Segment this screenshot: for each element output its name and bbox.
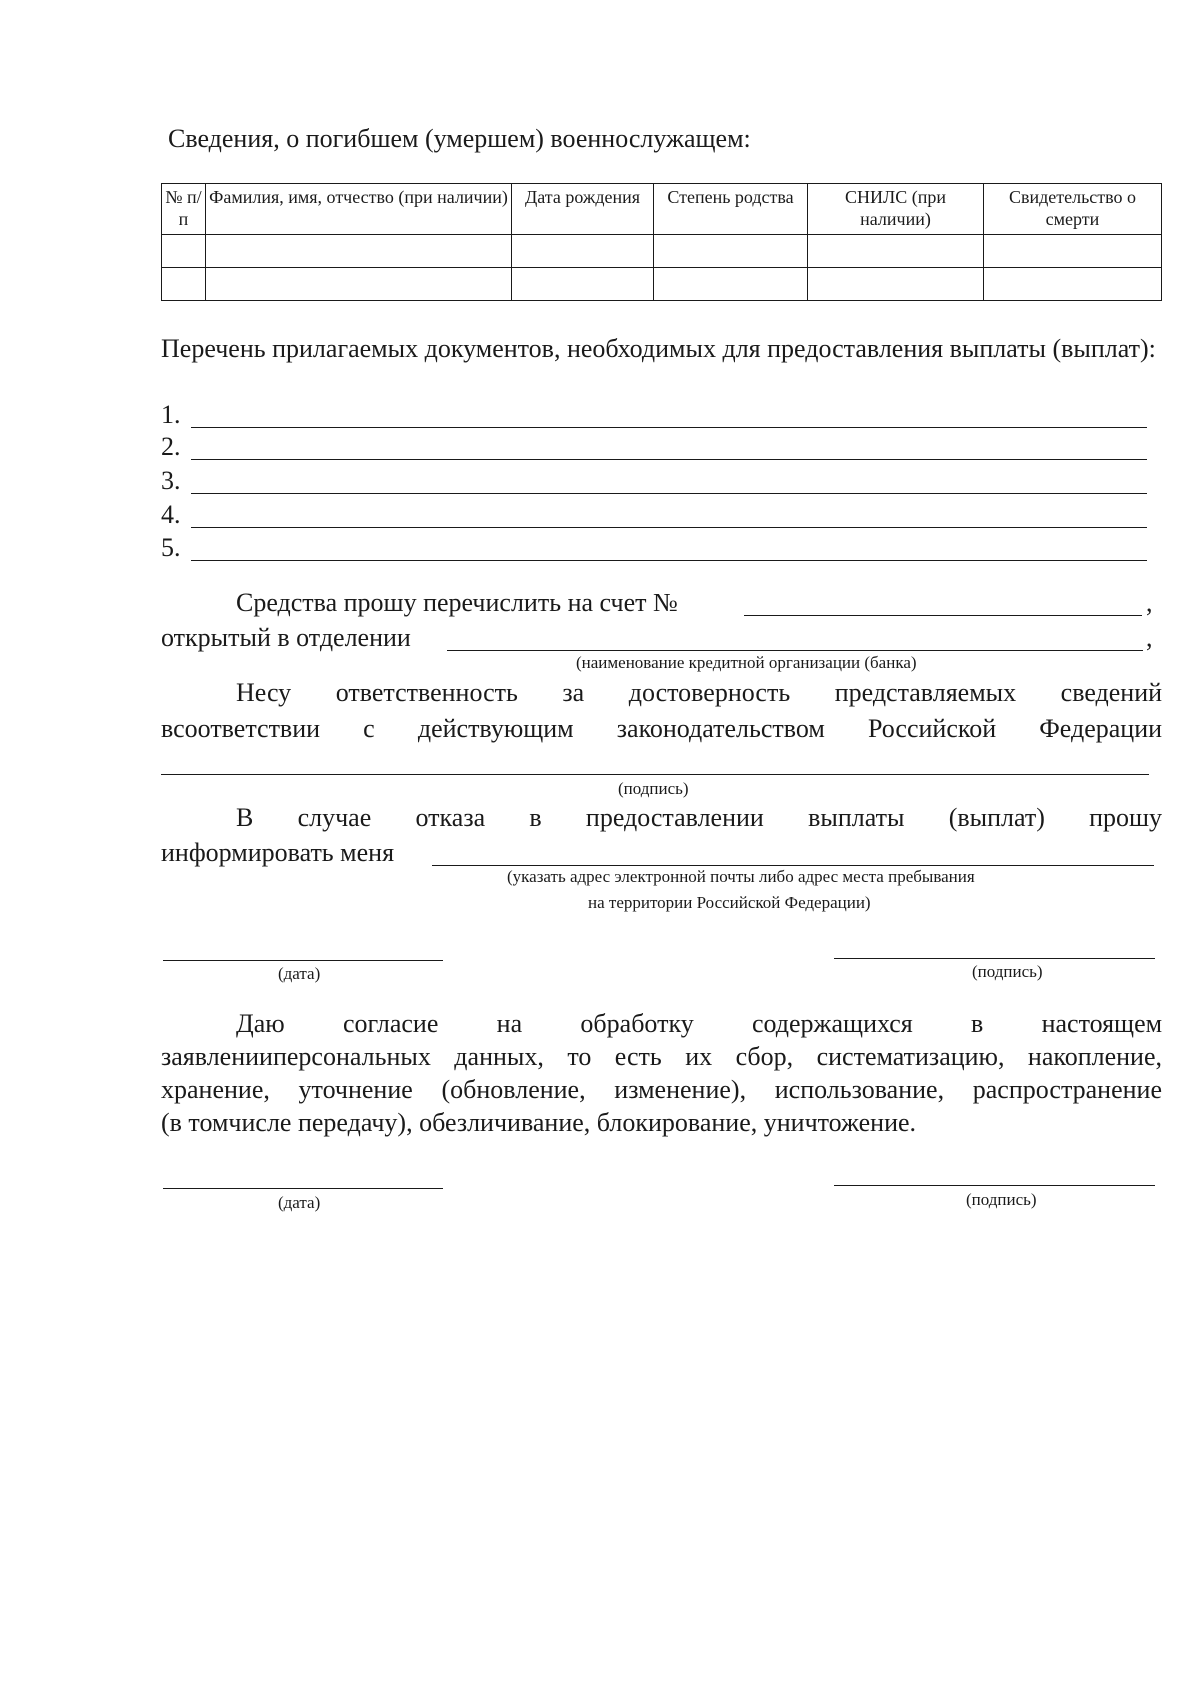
- table-row: [162, 235, 1162, 268]
- address-caption-1: (указать адрес электронной почты либо адрес места пребывания: [507, 867, 975, 886]
- document-item-line[interactable]: [191, 427, 1147, 428]
- notification-address-line[interactable]: [432, 865, 1154, 866]
- refusal-line-2: информировать меня: [161, 838, 395, 867]
- consent-line-3: хранение, уточнение (обновление, изменение), использование, распространение: [161, 1075, 1162, 1104]
- branch-line-label: открытый в отделении: [161, 623, 411, 652]
- document-item-line[interactable]: [191, 459, 1147, 460]
- col-header-kinship: Степень родства: [654, 184, 808, 235]
- document-item-number: 3.: [161, 466, 181, 495]
- table-header-row: [162, 184, 1162, 235]
- signature-line[interactable]: [834, 1185, 1155, 1186]
- date-line[interactable]: [163, 960, 443, 961]
- bank-caption: (наименование кредитной организации (банка): [576, 653, 917, 672]
- table-cell[interactable]: [654, 235, 808, 268]
- signature-caption: (подпись): [972, 962, 1043, 981]
- table-cell[interactable]: [984, 235, 1162, 268]
- signature-line[interactable]: [834, 958, 1155, 959]
- account-comma: ,: [1146, 588, 1153, 617]
- table-cell[interactable]: [206, 235, 512, 268]
- document-item-number: 1.: [161, 400, 181, 429]
- address-caption-2: на территории Российской Федерации): [588, 893, 871, 912]
- document-item-number: 4.: [161, 500, 181, 529]
- table-cell[interactable]: [654, 268, 808, 301]
- col-header-birth-date: Дата рождения: [512, 184, 654, 235]
- table-cell[interactable]: [808, 268, 984, 301]
- document-item-number: 2.: [161, 432, 181, 461]
- table-row: [162, 268, 1162, 301]
- document-item-line[interactable]: [191, 560, 1147, 561]
- document-item-number: 5.: [161, 533, 181, 562]
- documents-intro: Перечень прилагаемых документов, необходимых для предоставления выплаты (выплат):: [161, 334, 1156, 363]
- responsibility-line-2: всоответствии с действующим законодательством Российской Федерации: [161, 714, 1163, 743]
- date-caption: (дата): [278, 1193, 321, 1212]
- deceased-table: [161, 183, 1162, 301]
- table-cell[interactable]: [512, 268, 654, 301]
- document-item-line[interactable]: [191, 527, 1147, 528]
- responsibility-signature-line[interactable]: [161, 774, 1149, 775]
- table-cell[interactable]: [206, 268, 512, 301]
- document-item-line[interactable]: [191, 493, 1147, 494]
- col-header-death-certificate: Свидетельство о смерти: [984, 184, 1162, 235]
- table-cell[interactable]: [808, 235, 984, 268]
- col-header-snils: СНИЛС (при наличии): [808, 184, 984, 235]
- branch-comma: ,: [1146, 623, 1153, 652]
- col-header-full-name: Фамилия, имя, отчество (при наличии): [206, 184, 512, 235]
- table-cell[interactable]: [162, 268, 206, 301]
- signature-caption: (подпись): [966, 1190, 1037, 1209]
- consent-line-4: (в томчисле передачу), обезличивание, блокирование, уничтожение.: [161, 1108, 917, 1137]
- consent-line-2: заявленииперсональных данных, то есть их сбор, систематизацию, накопление,: [161, 1042, 1162, 1071]
- table-cell[interactable]: [512, 235, 654, 268]
- refusal-line-1: В случае отказа в предоставлении выплаты (выплат) прошу: [236, 803, 1163, 832]
- table-cell[interactable]: [984, 268, 1162, 301]
- account-number-line[interactable]: [744, 615, 1142, 616]
- consent-line-1: Даю согласие на обработку содержащихся в настоящем: [236, 1009, 1163, 1038]
- deceased-section-title: Сведения, о погибшем (умершем) военнослужащем:: [168, 124, 751, 153]
- bank-branch-line[interactable]: [447, 650, 1143, 651]
- date-caption: (дата): [278, 964, 321, 983]
- date-line[interactable]: [163, 1188, 443, 1189]
- account-line-label: Средства прошу перечислить на счет №: [236, 588, 678, 617]
- table-cell[interactable]: [162, 235, 206, 268]
- responsibility-line-1: Несу ответственность за достоверность представляемых сведений: [236, 678, 1163, 707]
- col-header-number: № п/п: [162, 184, 206, 235]
- responsibility-signature-caption: (подпись): [618, 779, 689, 798]
